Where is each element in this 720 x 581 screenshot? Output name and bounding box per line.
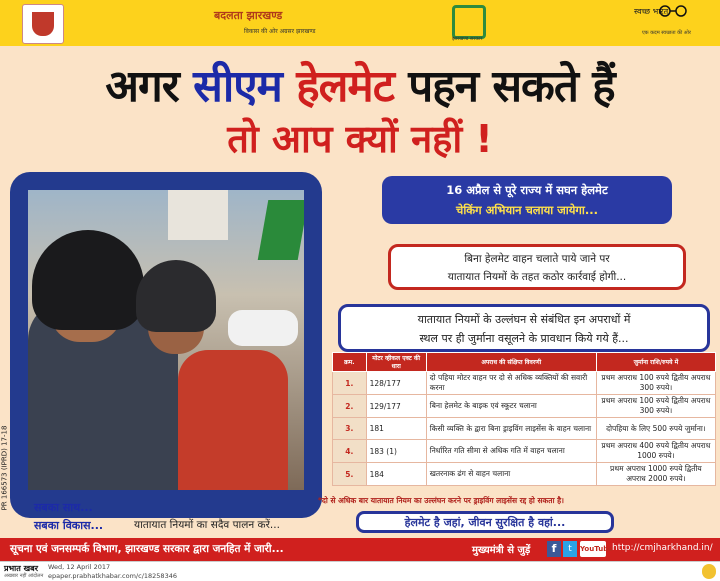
epaper-link[interactable]: epaper.prabhatkhabar.com/c/18258346: [48, 572, 177, 580]
government-logo-icon: [452, 5, 486, 39]
release-code: PR 166573 (IPRD) 17-18: [0, 425, 9, 511]
epaper-source-strip: [0, 561, 720, 581]
jharkhand-emblem-icon: [22, 4, 64, 44]
cm-website-link[interactable]: http://cmjharkhand.in/: [612, 543, 713, 553]
gandhi-glasses-icon: [655, 4, 691, 18]
department-credit: सूचना एवं जनसम्पर्क विभाग, झारखण्ड सरकार द्वारा जनहित में जारी...: [10, 543, 284, 555]
motto-line1: सबका साथ...: [34, 501, 93, 514]
newspaper-tagline: अखबार नहीं आंदोलन: [4, 573, 44, 579]
table-row: 3. 181 किसी व्यक्ति के द्वारा बिना ड्राइविंग लाइसेंस के वाहन चलाना दोपहिया के लिए 500 रुपये जुर्माना।: [333, 418, 716, 440]
table-row: 5. 184 खतरनाक ढंग से वाहन चलाना प्रथम अपराध 1000 रुपये द्वितीय अपराध 2000 रुपये।: [333, 463, 716, 486]
facebook-icon[interactable]: f: [547, 541, 561, 557]
license-footnote: *दो से अधिक बार यातायात नियम का उल्लंघन करने पर ड्राइविंग लाइसेंस रद्द हो सकता है।: [318, 496, 564, 505]
headline-line2: तो आप क्यों नहीं !: [227, 117, 493, 161]
newspaper-logo: प्रभात खबर: [4, 564, 38, 573]
penalty-warning: बिना हेलमेट वाहन चलाते पाये जाने पर यातायात नियमों के तहत कठोर कार्रवाई होगी...: [388, 244, 686, 290]
government-logo-caption: झारखण्ड सरकार: [452, 36, 483, 42]
swachh-bharat-title: स्वच्छ भारत: [634, 7, 669, 16]
cm-connect-label: मुख्यमंत्री से जुड़ें: [472, 545, 531, 556]
swachh-bharat-caption: एक कदम स्वच्छता की ओर: [642, 30, 691, 36]
fines-table: [332, 352, 716, 486]
headline-line1: [0, 54, 720, 114]
table-row: 2. 129/177 बिना हेलमेट के बाइक एवं स्कूटर चलाना प्रथम अपराध 100 रुपये द्वितीय अपराध 300 रुपये।: [333, 395, 716, 418]
headline-word-agar: अगर: [105, 61, 179, 112]
footer-bar: [0, 538, 720, 561]
table-row: 4. 183 (1) निर्धारित गति सीमा से अधिक गति में वाहन चलाना प्रथम अपराध 400 रुपये द्वितीय अपराध 1000 रुपये।: [333, 440, 716, 463]
youtube-icon[interactable]: YouTube: [580, 541, 606, 557]
headline-word-cm: सीएम: [193, 61, 282, 112]
table-row: 1. 128/177 दो पहिया मोटर वाहन पर दो से अधिक व्यक्तियों की सवारी करना प्रथम अपराध 100 रुपये द्वितीय अपराध 300 रुपये।: [333, 372, 716, 395]
twitter-icon[interactable]: t: [563, 541, 577, 557]
headline-word-pahan: पहन सकते हैं: [408, 61, 615, 112]
headline-word-helmet: हेलमेट: [296, 61, 394, 112]
safety-slogan: हेलमेट है जहां, जीवन सुरक्षित है वहां...: [356, 511, 614, 533]
table-header-row: क्रम. मोटर व्हीकल एक्ट की धारा अपराध की संक्षिप्त विवरणी जुर्माना राशि/रुपये में: [333, 353, 716, 372]
rules-slogan: यातायात नियमों का सदैव पालन करें...: [134, 519, 280, 531]
brand-subtitle: विकास की ओर अग्रसर झारखण्ड: [244, 28, 316, 35]
motto-line2: सबका विकास...: [34, 519, 104, 532]
mascot-icon: [702, 564, 716, 579]
cm-helmet-photo: [28, 190, 304, 490]
edition-date: Wed, 12 April 2017: [48, 563, 111, 571]
brand-title: बदलता झारखण्ड: [214, 9, 283, 22]
fines-intro: यातायात नियमों के उल्लंघन से संबंधित इन अपराधों में स्थल पर ही जुर्माना वसूलने के प्रावधान किये गये हैं...: [338, 304, 710, 352]
header-bar: [0, 0, 720, 46]
checking-announcement: 16 अप्रैल से पूरे राज्य में सघन हेलमेट चेकिंग अभियान चलाया जायेगा...: [382, 176, 672, 224]
